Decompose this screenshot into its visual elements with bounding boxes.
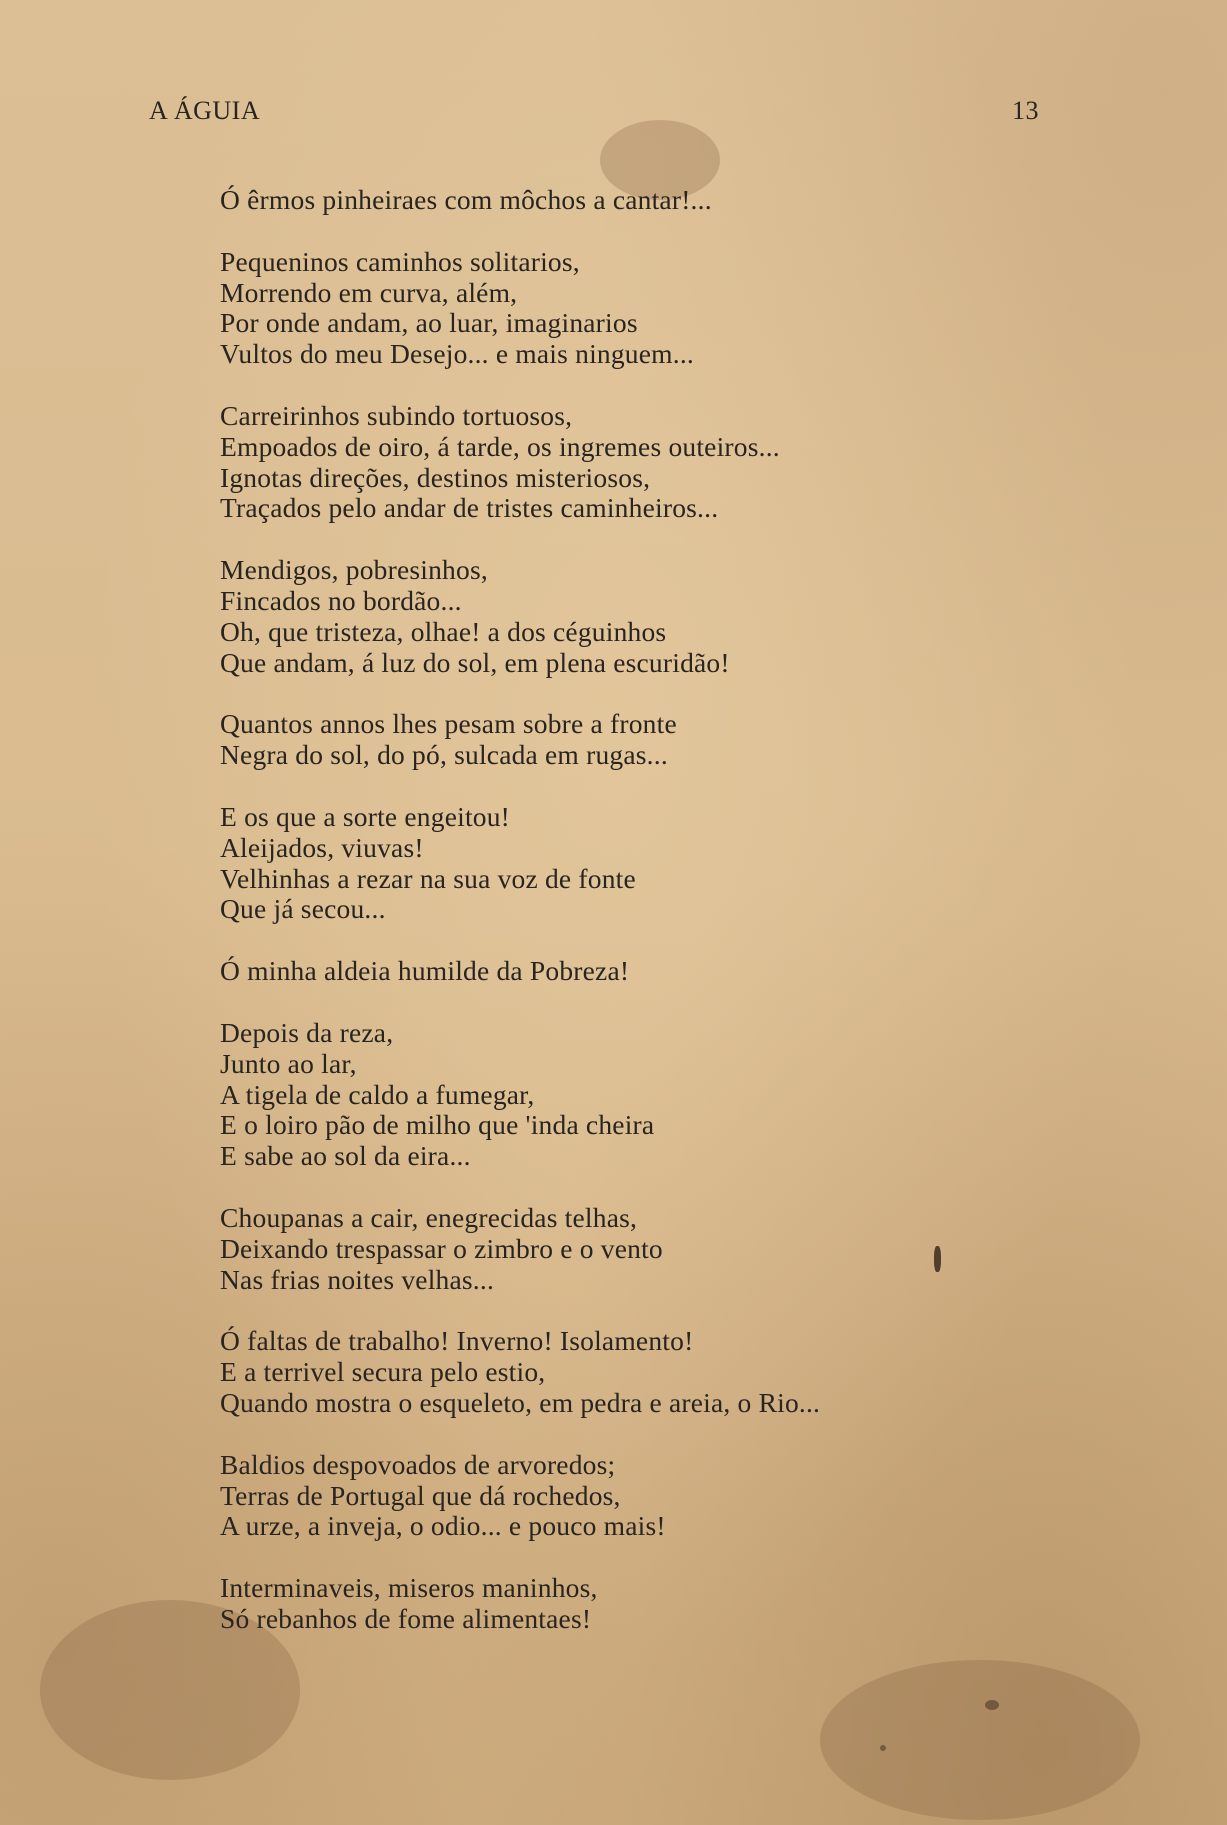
stanza xyxy=(220,1326,1120,1418)
stanza xyxy=(220,956,1120,987)
stanza xyxy=(220,247,1120,370)
poem-line: Deixando trespassar o zimbro e o vento xyxy=(220,1232,663,1264)
poem-line: Depois da reza, xyxy=(220,1016,394,1048)
poem-line: Aleijados, viuvas! xyxy=(220,831,424,863)
poem-line: Fincados no bordão... xyxy=(220,584,462,616)
poem-line: Carreirinhos subindo tortuosos, xyxy=(220,399,573,431)
poem-line: E a terrivel secura pelo estio, xyxy=(220,1356,546,1388)
poem-line: Terras de Portugal que dá rochedos, xyxy=(220,1479,621,1511)
poem-line: Oh, que tristeza, olhae! a dos céguinhos xyxy=(220,615,667,647)
ink-blot xyxy=(985,1700,999,1710)
poem-line: Ó minha aldeia humilde da Pobreza! xyxy=(220,955,630,987)
stanza xyxy=(220,1203,1120,1295)
poem-line: A urze, a inveja, o odio... e pouco mais! xyxy=(220,1510,666,1542)
ink-blot xyxy=(880,1745,886,1751)
page-number: 13 xyxy=(1012,96,1039,125)
stanza xyxy=(220,401,1120,524)
stanza xyxy=(220,555,1120,678)
poem-line: Só rebanhos de fome alimentaes! xyxy=(220,1602,592,1634)
poem-line: Ó êrmos pinheiraes com môchos a cantar!... xyxy=(220,184,712,215)
stanza xyxy=(220,1450,1120,1542)
poem-line: Baldios despovoados de arvoredos; xyxy=(220,1448,616,1480)
poem-line: Choupanas a cair, enegrecidas telhas, xyxy=(220,1201,638,1233)
poem-line: Junto ao lar, xyxy=(220,1047,357,1079)
poem-line: Que andam, á luz do sol, em plena escuridão! xyxy=(220,646,730,678)
poem-line: E sabe ao sol da eira... xyxy=(220,1140,471,1172)
poem-line: Quando mostra o esqueleto, em pedra e areia, o Rio... xyxy=(220,1386,821,1418)
poem-line: E os que a sorte engeitou! xyxy=(220,800,511,832)
paper-stain xyxy=(820,1660,1140,1820)
poem-line: A tigela de caldo a fumegar, xyxy=(220,1078,535,1110)
poem-line: Mendigos, pobresinhos, xyxy=(220,554,488,586)
stanza xyxy=(220,1573,1120,1635)
stanza xyxy=(220,709,1120,771)
poem-line: Empoados de oiro, á tarde, os ingremes outeiros... xyxy=(220,430,780,462)
poem-line: Nas frias noites velhas... xyxy=(220,1263,495,1295)
poem-line: Vultos do meu Desejo... e mais ninguem... xyxy=(220,338,694,370)
poem-line: Quantos annos lhes pesam sobre a fronte xyxy=(220,708,677,740)
poem-line: E o loiro pão de milho que 'inda cheira xyxy=(220,1109,655,1141)
page-header xyxy=(149,96,1039,136)
poem-line: Interminaveis, miseros maninhos, xyxy=(220,1572,598,1604)
poem-line: Morrendo em curva, além, xyxy=(220,276,518,308)
poem-line: Pequeninos caminhos solitarios, xyxy=(220,245,580,277)
poem-line: Por onde andam, ao luar, imaginarios xyxy=(220,307,638,339)
poem-line: Que já secou... xyxy=(220,893,386,925)
poem-line: Ignotas direções, destinos misteriosos, xyxy=(220,461,651,493)
running-title: A ÁGUIA xyxy=(149,96,261,125)
poem-line: Traçados pelo andar de tristes caminheiros... xyxy=(220,492,719,524)
poem-line: Negra do sol, do pó, sulcada em rugas... xyxy=(220,739,668,771)
poem-line: Ó faltas de trabalho! Inverno! Isolamento! xyxy=(220,1325,694,1357)
stanza xyxy=(220,185,1120,216)
poem-body xyxy=(220,185,1120,1666)
stanza xyxy=(220,1018,1120,1172)
poem-line: Velhinhas a rezar na sua voz de fonte xyxy=(220,862,636,894)
stanza xyxy=(220,802,1120,925)
